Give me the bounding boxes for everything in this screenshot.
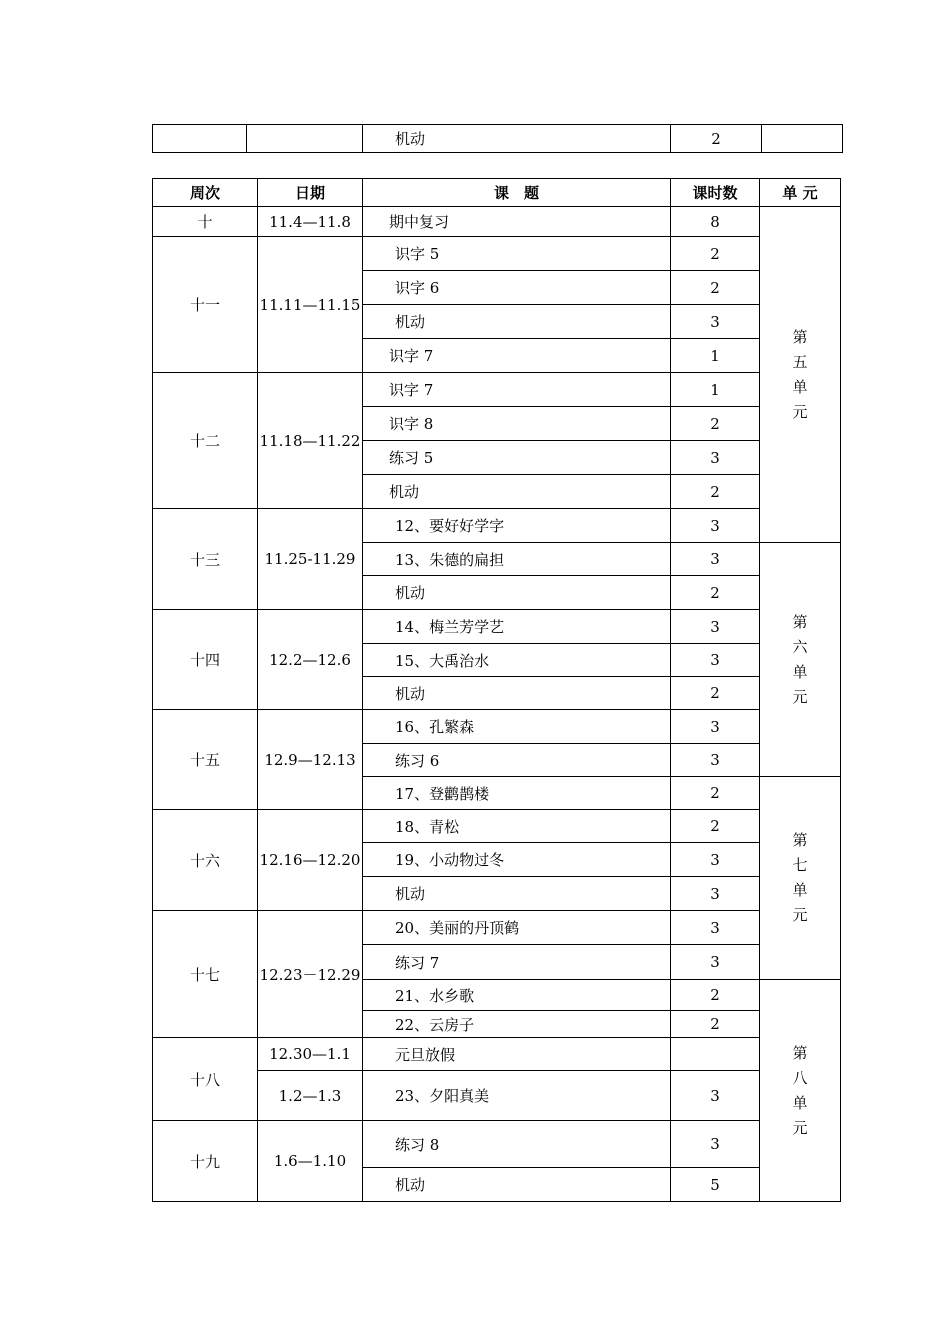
hours-cell: 2 [671, 576, 760, 610]
hours-cell: 1 [671, 339, 760, 373]
table-row [153, 710, 841, 744]
table-row [153, 237, 841, 271]
lesson-cell: 18、青松 [363, 810, 671, 843]
date-cell: 1.2—1.3 [258, 1071, 363, 1121]
lesson-cell: 17、登鹳鹊楼 [363, 777, 671, 810]
hours-cell: 3 [671, 509, 760, 543]
week-cell: 十九 [153, 1121, 258, 1202]
lesson-cell: 机动 [363, 576, 671, 610]
date-cell: 12.9—12.13 [258, 710, 363, 810]
hours-cell: 3 [671, 1071, 760, 1121]
hours-cell: 3 [671, 644, 760, 677]
date-cell: 12.16—12.20 [258, 810, 363, 911]
lesson-cell: 15、大禹治水 [363, 644, 671, 677]
hours-cell: 5 [671, 1168, 760, 1202]
hours-cell: 1 [671, 373, 760, 407]
empty-cell [762, 125, 843, 153]
hours-cell: 2 [671, 271, 760, 305]
hours-cell: 2 [671, 1011, 760, 1038]
header-row [153, 179, 841, 207]
hours-cell: 2 [671, 677, 760, 710]
lesson-cell: 机动 [363, 1168, 671, 1202]
lesson-cell: 机动 [363, 475, 671, 509]
hours-cell: 2 [671, 125, 762, 153]
table-row [153, 125, 843, 153]
lesson-cell: 12、要好好学字 [363, 509, 671, 543]
lesson-cell: 23、夕阳真美 [363, 1071, 671, 1121]
top-fragment-table [152, 124, 843, 153]
lesson-cell: 练习 7 [363, 945, 671, 980]
hours-cell: 3 [671, 945, 760, 980]
date-cell: 12.2—12.6 [258, 610, 363, 710]
lesson-cell: 16、孔繁森 [363, 710, 671, 744]
hours-cell: 2 [671, 237, 760, 271]
hours-cell: 2 [671, 777, 760, 810]
date-cell: 11.18—11.22 [258, 373, 363, 509]
lesson-cell: 识字 5 [363, 237, 671, 271]
table-row [153, 810, 841, 843]
lesson-cell: 元旦放假 [363, 1038, 671, 1071]
hours-cell: 3 [671, 610, 760, 644]
hours-cell: 2 [671, 980, 760, 1011]
lesson-cell: 14、梅兰芳学艺 [363, 610, 671, 644]
table-row [153, 373, 841, 407]
date-cell: 1.6—1.10 [258, 1121, 363, 1202]
hours-cell: 3 [671, 1121, 760, 1168]
hours-cell [671, 1038, 760, 1071]
lesson-cell: 机动 [363, 877, 671, 911]
lesson-cell: 练习 5 [363, 441, 671, 475]
lesson-cell: 识字 8 [363, 407, 671, 441]
schedule-table [152, 178, 841, 1202]
hours-cell: 3 [671, 877, 760, 911]
date-cell: 11.25-11.29 [258, 509, 363, 610]
lesson-cell: 机动 [363, 677, 671, 710]
header-lesson: 课 题 [363, 179, 671, 207]
hours-cell: 3 [671, 441, 760, 475]
lesson-cell: 机动 [363, 305, 671, 339]
hours-cell: 2 [671, 475, 760, 509]
date-cell: 11.11—11.15 [258, 237, 363, 373]
week-cell: 十七 [153, 911, 258, 1038]
hours-cell: 3 [671, 543, 760, 576]
unit-cell: 第 七 单 元 [760, 777, 841, 980]
hours-cell: 3 [671, 843, 760, 877]
unit-cell: 第 八 单 元 [760, 980, 841, 1202]
header-unit: 单 元 [760, 179, 841, 207]
lesson-cell: 期中复习 [363, 207, 671, 237]
hours-cell: 8 [671, 207, 760, 237]
lesson-cell: 20、美丽的丹顶鹤 [363, 911, 671, 945]
date-cell: 11.4—11.8 [258, 207, 363, 237]
lesson-cell: 练习 6 [363, 744, 671, 777]
week-cell: 十四 [153, 610, 258, 710]
week-cell: 十三 [153, 509, 258, 610]
table-row [153, 207, 841, 237]
hours-cell: 3 [671, 744, 760, 777]
unit-cell: 第 五 单 元 [760, 207, 841, 543]
week-cell: 十 [153, 207, 258, 237]
lesson-cell: 识字 6 [363, 271, 671, 305]
week-cell: 十二 [153, 373, 258, 509]
hours-cell: 3 [671, 710, 760, 744]
unit-cell: 第 六 单 元 [760, 543, 841, 777]
header-hours: 课时数 [671, 179, 760, 207]
date-cell: 12.23－12.29 [258, 911, 363, 1038]
hours-cell: 2 [671, 810, 760, 843]
table-row [153, 911, 841, 945]
lesson-cell: 机动 [363, 125, 671, 153]
week-cell: 十六 [153, 810, 258, 911]
lesson-cell: 练习 8 [363, 1121, 671, 1168]
header-week: 周次 [153, 179, 258, 207]
table-row [153, 509, 841, 543]
lesson-cell: 19、小动物过冬 [363, 843, 671, 877]
lesson-cell: 识字 7 [363, 339, 671, 373]
header-date: 日期 [258, 179, 363, 207]
hours-cell: 3 [671, 305, 760, 339]
week-cell: 十一 [153, 237, 258, 373]
lesson-cell: 21、水乡歌 [363, 980, 671, 1011]
table-row [153, 1038, 841, 1071]
date-cell: 12.30—1.1 [258, 1038, 363, 1071]
lesson-cell: 识字 7 [363, 373, 671, 407]
hours-cell: 3 [671, 911, 760, 945]
lesson-cell: 22、云房子 [363, 1011, 671, 1038]
lesson-cell: 13、朱德的扁担 [363, 543, 671, 576]
empty-cell [247, 125, 363, 153]
hours-cell: 2 [671, 407, 760, 441]
table-row [153, 1121, 841, 1168]
week-cell: 十八 [153, 1038, 258, 1121]
table-row [153, 610, 841, 644]
empty-cell [153, 125, 247, 153]
week-cell: 十五 [153, 710, 258, 810]
